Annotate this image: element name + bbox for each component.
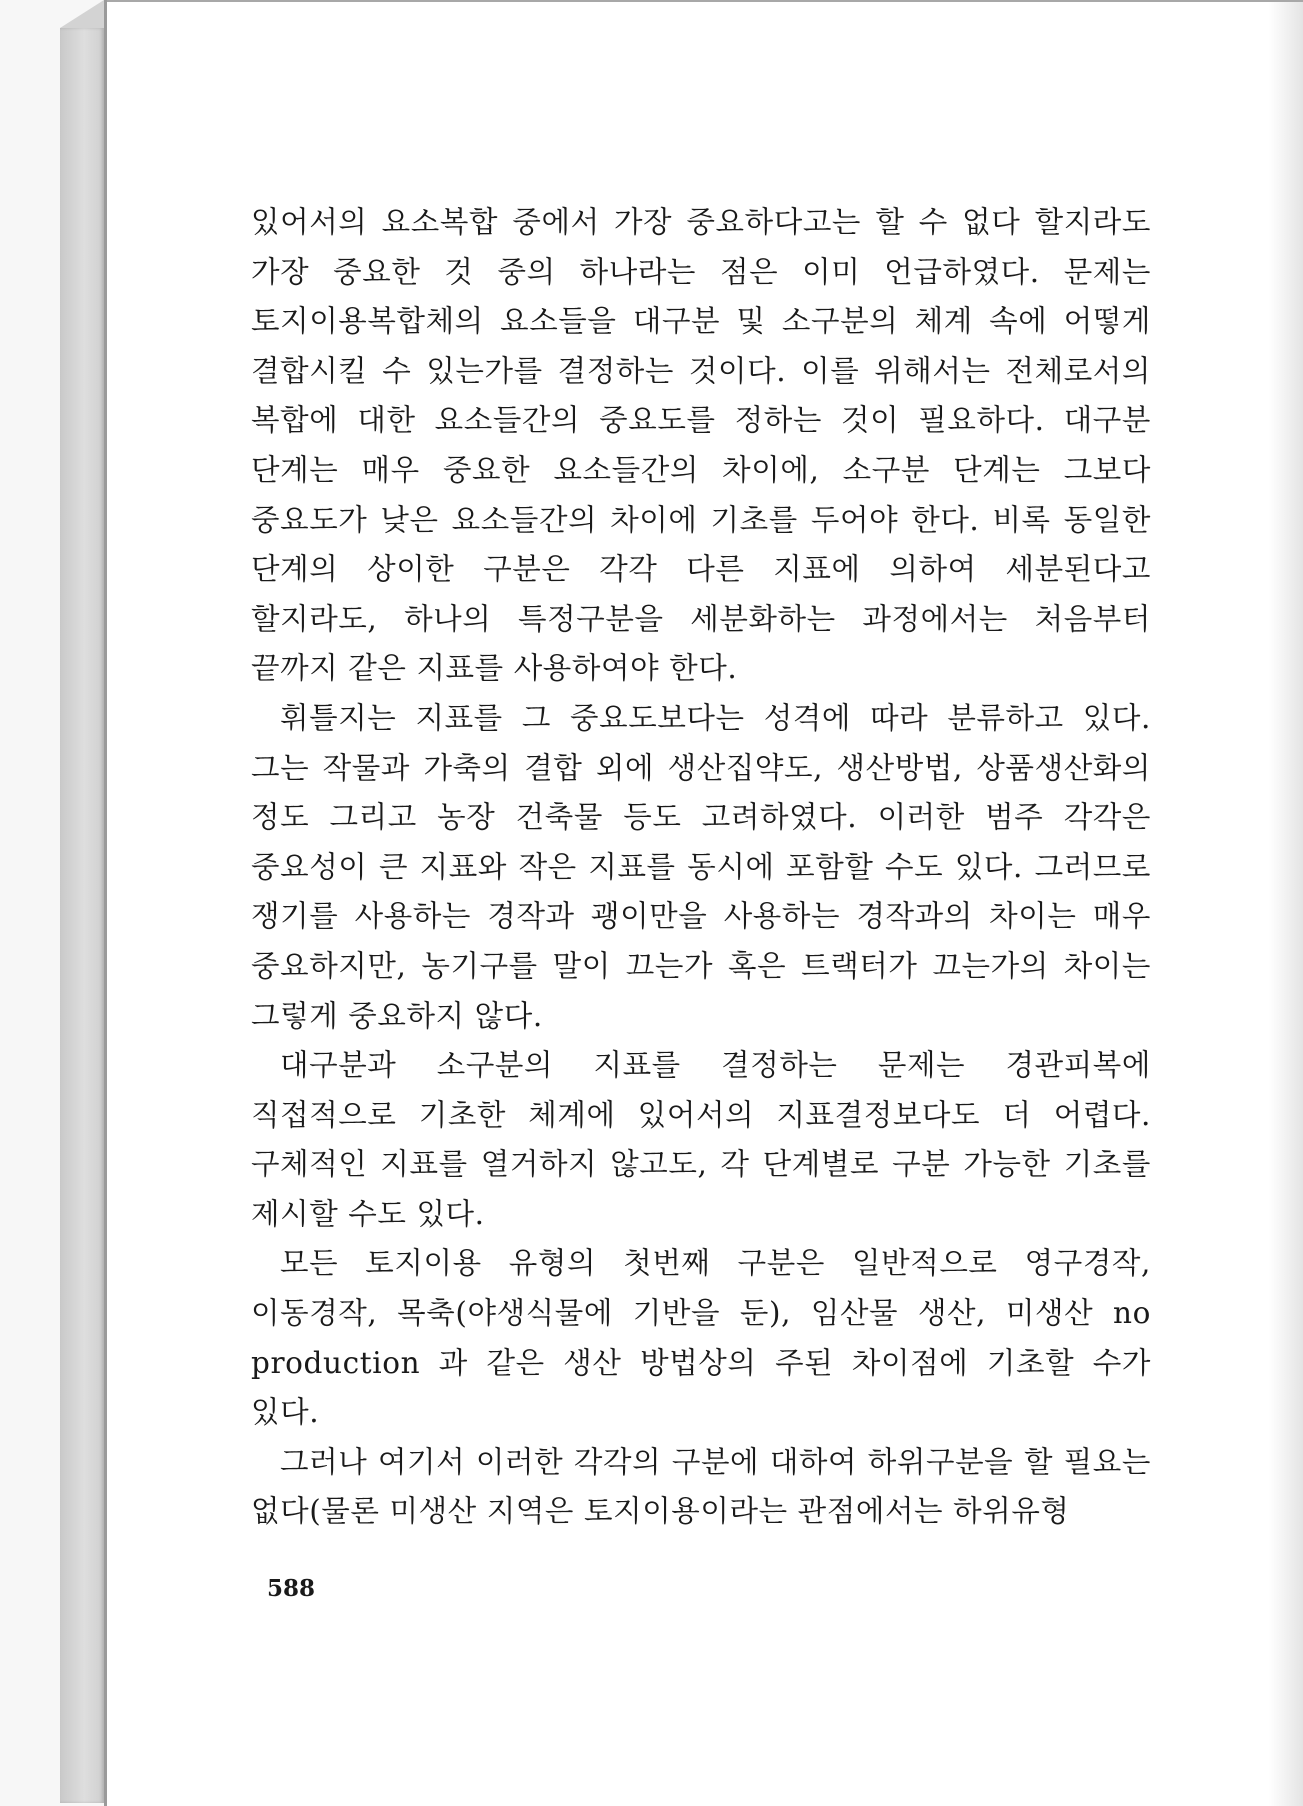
book (60, 0, 1303, 1806)
page-number: 588 (267, 1575, 316, 1602)
paragraph-5: 그러나 여기서 이러한 각각의 구분에 대하여 하위구분을 할 필요는 없다(물론 미생산 지역은 토지이용이라는 관점에서는 하위유형 (251, 1444, 1151, 1529)
paragraph-3: 대구분과 소구분의 지표를 결정하는 문제는 경관피복에 직접적으로 기초한 체계에 있어서의 지표결정보다도 더 어렵다. 구체적인 지표를 열거하지 않고도, 각 단계별로 구분 가능한 기초를 제시할 수도 있다. (251, 1048, 1151, 1231)
paragraph-2: 휘틀지는 지표를 그 중요도보다는 성격에 따라 분류하고 있다. 그는 작물과 가축의 결합 외에 생산집약도, 생산방법, 상품생산화의 정도 그리고 농장 건축물 등도 고려하였다. 이러한 범주 각각은 중요성이 큰 지표와 작은 지표를 동시에 포함할 수도 있다. 그러므로 쟁기를 사용하는 경작과 괭이만을 사용하는 경작과의 차이는 매우 중요하지만, 농기구를 말이 끄는가 혹은 트랙터가 끄는가의 차이는 그렇게 중요하지 않다. (251, 700, 1151, 1033)
body-text (251, 198, 1151, 1537)
book-spine-top (60, 0, 104, 28)
paragraph-1: 있어서의 요소복합 중에서 가장 중요하다고는 할 수 없다 할지라도 가장 중요한 것 중의 하나라는 점은 이미 언급하였다. 문제는 토지이용복합체의 요소들을 대구분 및 소구분의 체계 속에 어떻게 결합시킬 수 있는가를 결정하는 것이다. 이를 위해서는 전체로서의 복합에 대한 요소들간의 중요도를 정하는 것이 필요하다. 대구분 단계는 매우 중요한 요소들간의 차이에, 소구분 단계는 그보다 중요도가 낮은 요소들간의 차이에 기초를 두어야 한다. 비록 동일한 단계의 상이한 구분은 각각 다른 지표에 의하여 세분된다고 할지라도, 하나의 특정구분을 세분화하는 과정에서는 처음부터 끝까지 같은 지표를 사용하여야 한다. (251, 205, 1151, 686)
paragraph-4: 모든 토지이용 유형의 첫번째 구분은 일반적으로 영구경작, 이동경작, 목축(야생식물에 기반을 둔), 임산물 생산, 미생산 no production 과 같은 생산 방법상의 주된 차이점에 기초할 수가 있다. (251, 1246, 1151, 1430)
book-spine (60, 28, 104, 1803)
page-edge-shadow (1269, 2, 1303, 1806)
book-page (107, 0, 1303, 1806)
